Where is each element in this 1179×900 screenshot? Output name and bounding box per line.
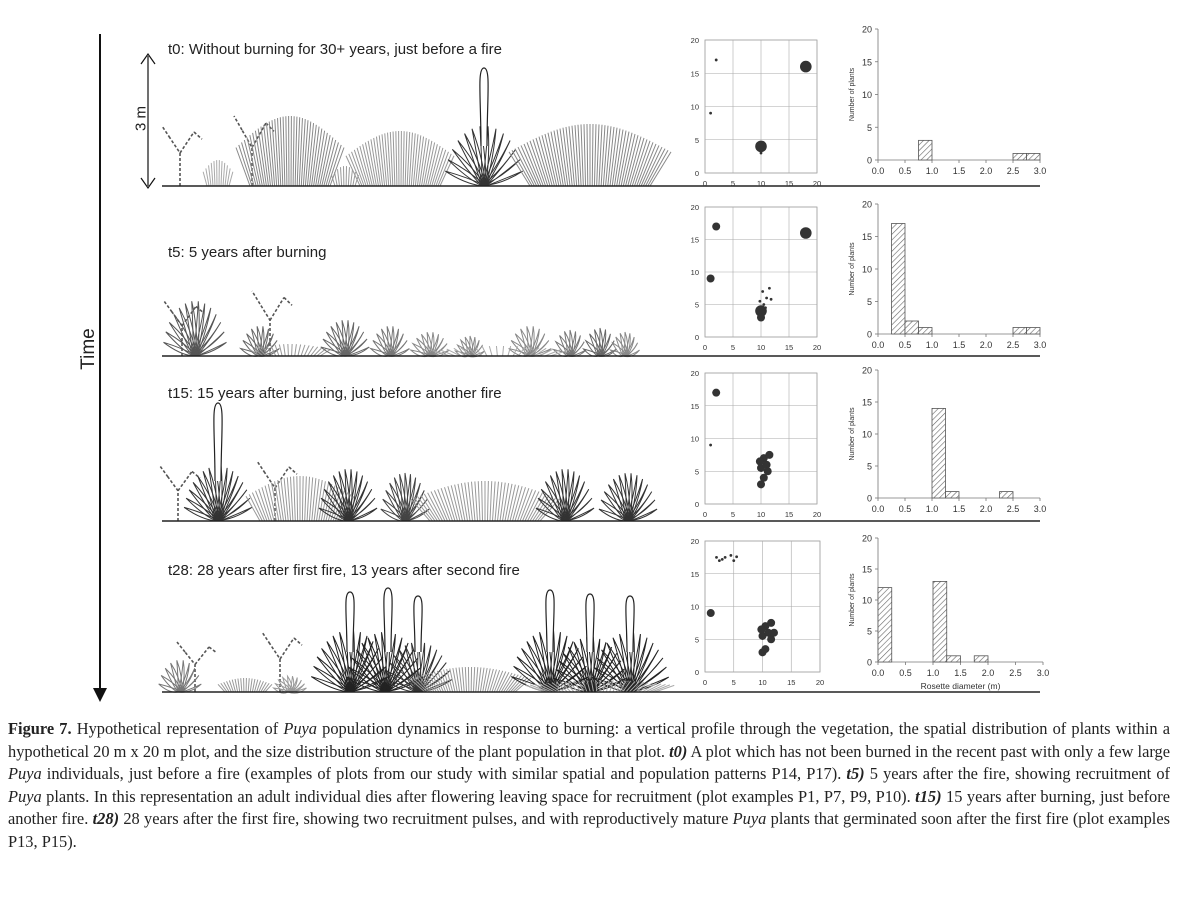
histogram-bar [1000, 492, 1014, 498]
histogram-t15 [849, 366, 1046, 515]
grass-blade [655, 685, 674, 692]
y-tick-label: 0 [866, 657, 872, 668]
caption-panel-ref: t0) [669, 741, 688, 761]
grass-blade [485, 669, 490, 692]
grass-blade [301, 345, 305, 356]
panel-title-t15: t15: 15 years after burning, just before another fire [168, 385, 502, 402]
grass-blade [476, 667, 478, 692]
y-tick-label: 5 [866, 122, 872, 133]
scatter-point [765, 451, 773, 459]
histogram-bar [905, 321, 919, 334]
histogram-bar [1027, 153, 1041, 160]
y-tick-label: 15 [861, 397, 872, 408]
y-tick-label: 20 [861, 365, 872, 376]
y-tick-label: 0 [866, 155, 872, 166]
y-tick-label: 15 [861, 564, 872, 575]
x-tick-label: 15 [784, 179, 794, 188]
grass-blade [307, 477, 309, 521]
y-tick-label: 10 [861, 595, 872, 606]
y-tick-label: 0 [866, 329, 872, 340]
grass-blade [432, 148, 443, 186]
y-tick-label: 10 [861, 264, 872, 275]
x-tick-label: 10 [756, 510, 766, 519]
grass-blade [403, 131, 404, 186]
grass-blade [488, 481, 489, 521]
caption-text: A plot which has not been burned in the recent past with only a few large [687, 741, 1170, 761]
caption-text: individuals, just before a fire (examples of plots from our study with similar spatial and population patterns P14, P17). [41, 764, 847, 784]
x-tick-label: 1.5 [952, 340, 966, 350]
panel-title-t28: t28: 28 years after first fire, 13 years after second fire [168, 562, 520, 579]
grass-blade [221, 161, 222, 186]
flower-spike [480, 68, 488, 146]
x-tick-label: 1.5 [952, 166, 966, 176]
y-axis-title: Number of plants [849, 242, 856, 296]
grass-blade [396, 131, 397, 186]
grass-blade [597, 124, 599, 186]
y-tick-label: 5 [694, 135, 699, 145]
shrub [234, 116, 274, 186]
x-tick-label: 15 [784, 343, 794, 352]
y-tick-label: 5 [694, 300, 699, 310]
time-axis-label: Time [78, 328, 99, 370]
x-tick-label: 0 [702, 343, 708, 352]
grass-blade [393, 132, 395, 186]
grass-blade [623, 134, 635, 186]
histogram-bar [919, 328, 933, 335]
scatter-point [757, 625, 765, 633]
scatter-point [767, 619, 775, 627]
grass-blade [503, 346, 504, 356]
grass-blade [478, 481, 480, 521]
x-tick-label: 0 [702, 678, 708, 687]
panel-title-t5: t5: 5 years after burning [168, 244, 327, 261]
scatter-point [715, 59, 718, 62]
grass-blade [493, 481, 496, 521]
grass-blade [294, 476, 296, 521]
y-tick-label: 0 [694, 333, 699, 342]
x-tick-label: 3.0 [1033, 340, 1047, 350]
scatter-point [761, 645, 769, 653]
scatter-plot-t15 [691, 369, 822, 519]
grass-blade [295, 117, 297, 186]
x-tick-label: 15 [784, 510, 794, 519]
grass-blade [322, 138, 333, 186]
scatter-point [724, 556, 727, 559]
histogram-bar [946, 492, 960, 498]
scatter-point [715, 556, 718, 559]
caption-panel-ref: t28) [92, 809, 120, 829]
grass-blade [603, 680, 604, 692]
y-tick-label: 15 [690, 69, 699, 79]
grass-blade [283, 117, 285, 186]
x-tick-label: 2.0 [981, 668, 995, 678]
histogram-t0 [849, 25, 1046, 177]
grass-blade [473, 667, 474, 692]
y-tick-label: 10 [690, 602, 699, 612]
charts-layer [691, 25, 1050, 692]
grass-blade [482, 346, 487, 356]
histogram-bar [892, 224, 906, 335]
scatter-point [762, 303, 765, 306]
flower-spike [384, 588, 392, 652]
caption-taxon: Puya [8, 764, 42, 784]
grass-blade [489, 346, 492, 356]
x-tick-label: 0.5 [899, 668, 912, 678]
histogram-bar [933, 581, 947, 662]
histogram-bar [974, 656, 988, 662]
x-tick-label: 5 [730, 510, 736, 519]
x-tick-label: 0 [702, 179, 708, 188]
shrub [262, 632, 302, 692]
x-tick-label: 1.0 [925, 166, 939, 176]
y-tick-label: 5 [694, 467, 699, 477]
x-tick-label: 0.0 [871, 504, 885, 514]
caption-text: plants that germinated soon after the first fire (plot examples P13, P15). [8, 809, 1170, 851]
scatter-point [755, 141, 767, 153]
x-tick-label: 5 [730, 179, 736, 188]
caption-text: Hypothetical representation of [71, 719, 284, 738]
scatter-point [770, 298, 773, 301]
scatter-point [712, 389, 720, 397]
x-tick-label: 2.5 [1006, 504, 1020, 514]
grass-blade [592, 124, 593, 186]
histogram-t28 [849, 534, 1049, 692]
y-tick-label: 5 [694, 635, 699, 645]
scatter-point [800, 61, 812, 73]
x-tick-label: 0.5 [898, 166, 912, 176]
grass-blade [405, 132, 407, 186]
y-tick-label: 5 [866, 626, 872, 637]
x-tick-label: 10 [756, 179, 766, 188]
grass-blade [284, 344, 286, 356]
scatter-plot-t0 [691, 36, 822, 188]
scatter-point [709, 112, 712, 115]
scatter-point [764, 306, 767, 309]
y-tick-label: 15 [690, 235, 699, 245]
grass-blade [241, 678, 242, 692]
scatter-point [764, 467, 772, 475]
x-tick-label: 2.0 [979, 340, 993, 350]
histogram-bar [1027, 328, 1041, 335]
caption-text: 5 years after the fire, showing recruitment of [864, 764, 1170, 784]
grass-blade [584, 124, 586, 186]
grass-blade [482, 481, 483, 521]
grass-blade [295, 344, 297, 356]
y-tick-label: 15 [690, 569, 699, 579]
scatter-plot-t28 [691, 537, 825, 687]
grass-blade [272, 120, 277, 186]
vegetation-profiles [159, 68, 1040, 693]
x-tick-label: 2.5 [1009, 668, 1022, 678]
y-tick-label: 10 [861, 90, 872, 100]
grass-blade [211, 163, 213, 186]
y-tick-label: 15 [861, 232, 872, 242]
grass-blade [214, 161, 215, 186]
x-tick-label: 2.0 [979, 504, 993, 514]
scatter-point [761, 290, 764, 293]
grass-blade [475, 481, 478, 521]
grass-blade [351, 169, 353, 186]
scatter-point [770, 629, 778, 637]
x-tick-label: 0.5 [898, 340, 912, 350]
histogram-bar [1013, 153, 1027, 160]
grass-blade [413, 134, 418, 186]
x-tick-label: 0.0 [871, 340, 885, 350]
x-tick-label: 2.0 [979, 166, 993, 176]
grass-blade [462, 667, 464, 692]
histogram-bar [919, 140, 933, 160]
grass-blade [382, 134, 387, 186]
x-tick-label: 0.0 [871, 668, 885, 678]
grass-blade [434, 490, 447, 521]
y-tick-label: 5 [866, 297, 872, 307]
flower-spike [346, 592, 354, 652]
histogram-bar [932, 408, 946, 498]
y-tick-label: 20 [861, 199, 872, 210]
histogram-t5 [849, 200, 1046, 351]
grass-blade [594, 124, 596, 186]
y-tick-label: 20 [690, 36, 699, 45]
y-tick-label: 20 [690, 537, 699, 546]
grass-blade [341, 167, 342, 186]
scatter-point [707, 609, 715, 617]
flower-spike [414, 596, 422, 652]
x-tick-label: 3.0 [1036, 668, 1050, 678]
x-tick-label: 2.5 [1006, 166, 1020, 176]
scatter-point [732, 559, 735, 562]
x-tick-label: 3.0 [1033, 504, 1047, 514]
grass-blade [338, 169, 340, 186]
x-tick-label: 20 [812, 510, 822, 519]
caption-text: plants. In this representation an adult individual dies after flowering leaving space for recruitment (plot examples P1, P7, P9, P10). [41, 786, 916, 806]
y-tick-label: 10 [690, 268, 699, 277]
x-tick-label: 1.0 [925, 504, 939, 514]
grass-blade [252, 493, 264, 521]
scatter-point [800, 227, 812, 239]
y-tick-label: 10 [690, 434, 699, 444]
grass-blade [490, 481, 492, 521]
grass-blade [297, 476, 298, 521]
y-axis-title: Number of plants [849, 407, 856, 461]
caption-panel-ref: t5) [846, 764, 865, 784]
caption-text: 15 years after burning, just before another fire. [8, 786, 1170, 829]
grass-blade [508, 346, 511, 356]
x-tick-label: 20 [812, 179, 822, 188]
grass-blade [250, 679, 252, 692]
y-axis-title: Number of plants [849, 573, 856, 627]
histogram-bar [1013, 328, 1027, 335]
caption-figure-label: Figure 7. [8, 719, 72, 738]
x-tick-label: 5 [730, 343, 736, 352]
y-tick-label: 20 [861, 24, 872, 35]
scatter-point [721, 558, 724, 561]
scatter-point [712, 223, 720, 231]
scale-label: 3 m [132, 106, 150, 132]
grass-blade [293, 116, 294, 186]
scatter-point [768, 287, 771, 290]
x-axis-title: Rosette diameter (m) [920, 681, 1001, 691]
grass-blade [305, 476, 307, 521]
y-tick-label: 0 [694, 500, 699, 509]
grass-blade [335, 172, 338, 186]
x-tick-label: 0 [702, 510, 708, 519]
flower-spike [546, 590, 554, 652]
x-tick-label: 1.0 [925, 340, 939, 350]
grass-blade [465, 667, 466, 692]
histogram-bar [878, 588, 892, 662]
scatter-point [729, 554, 732, 557]
flower-spike [626, 596, 634, 652]
y-tick-label: 20 [861, 533, 872, 544]
x-tick-label: 0.5 [898, 504, 912, 514]
y-tick-label: 5 [866, 461, 872, 472]
y-tick-label: 20 [690, 203, 699, 212]
caption-panel-ref: t15) [915, 786, 942, 806]
histogram-bar [947, 656, 961, 662]
grass-blade [298, 344, 301, 356]
grass-blade [279, 344, 282, 356]
scatter-point [765, 297, 768, 300]
x-tick-label: 1.5 [954, 668, 967, 678]
shrub [162, 126, 202, 186]
x-tick-label: 20 [815, 678, 825, 687]
grass-blade [523, 490, 536, 521]
caption-taxon: Puya [283, 719, 318, 738]
y-tick-label: 0 [694, 668, 699, 677]
grass-blade [223, 163, 225, 186]
grass-blade [496, 346, 497, 356]
grass-blade [357, 148, 368, 186]
caption-taxon: Puya [8, 786, 42, 806]
grass-blade [238, 679, 240, 692]
x-tick-label: 10 [756, 343, 766, 352]
y-axis-title: Number of plants [849, 67, 856, 122]
flower-spike [214, 403, 222, 481]
scatter-plot-t5 [691, 203, 822, 352]
grass-blade [288, 344, 289, 356]
scatter-point [735, 555, 738, 558]
y-tick-label: 10 [690, 102, 699, 112]
grass-blade [302, 476, 303, 521]
grass-blade [545, 134, 557, 186]
x-tick-label: 1.5 [952, 504, 966, 514]
grass-blade [587, 124, 588, 186]
x-tick-label: 15 [787, 678, 796, 687]
grass-blade [303, 120, 308, 186]
scatter-point [757, 314, 765, 322]
y-tick-label: 20 [690, 369, 699, 378]
y-tick-label: 10 [861, 429, 872, 440]
scatter-point [707, 275, 715, 283]
caption-text: 28 years after the first fire, showing two recruitment pulses, and with reproductively mature [119, 809, 733, 829]
y-tick-label: 0 [694, 169, 699, 178]
x-tick-label: 10 [758, 678, 767, 687]
scatter-point [709, 444, 712, 447]
x-tick-label: 0.0 [871, 166, 885, 176]
x-tick-label: 1.0 [926, 668, 940, 678]
y-tick-label: 0 [866, 493, 872, 504]
y-tick-label: 15 [690, 401, 699, 411]
x-tick-label: 2.5 [1006, 340, 1020, 350]
grass-blade [248, 678, 249, 692]
grass-blade [292, 344, 293, 356]
scatter-point [758, 300, 761, 303]
figure-caption [8, 718, 1170, 854]
caption-text: population dynamics in response to burning: a vertical profile through the vegetation, the spatial distribution of plants within a hypothetical 20 m x 20 m plot, and the size distribution structure of the plant population in that plot. [8, 719, 1170, 761]
grass-blade [286, 116, 287, 186]
grass-blade [581, 124, 583, 186]
x-tick-label: 20 [812, 343, 822, 352]
grass-blade [290, 477, 292, 521]
scatter-point [718, 559, 721, 562]
panel-title-t0: t0: Without burning for 30+ years, just before a fire [168, 41, 502, 58]
x-tick-label: 5 [731, 678, 736, 687]
x-tick-label: 3.0 [1033, 166, 1047, 176]
grass-blade [348, 167, 349, 186]
y-tick-label: 15 [861, 57, 872, 68]
scatter-point [756, 457, 764, 465]
flower-spike [586, 594, 594, 652]
caption-taxon: Puya [732, 809, 767, 829]
